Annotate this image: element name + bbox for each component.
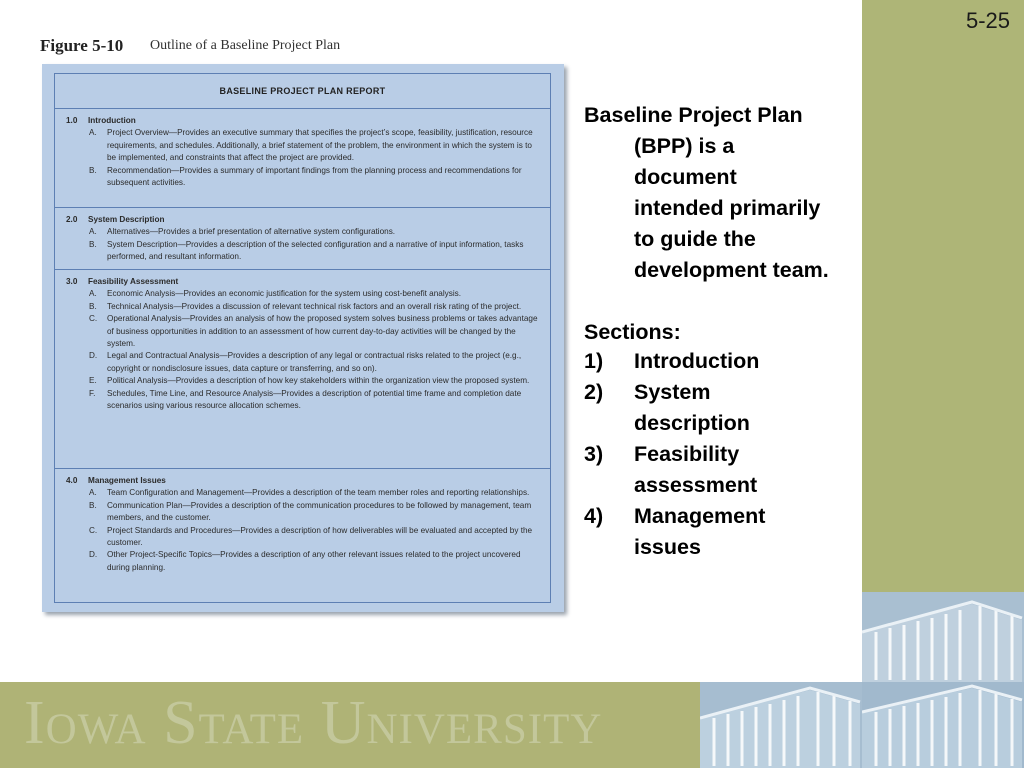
sections-list-item bbox=[584, 439, 860, 501]
list-number: 1) bbox=[584, 349, 604, 373]
report-section-management-issues bbox=[55, 469, 550, 578]
section-item bbox=[66, 388, 540, 413]
section-item bbox=[66, 549, 540, 574]
item-text: Recommendation—Provides a summary of important findings from the planning process and recommendations for subsequent activities. bbox=[107, 165, 522, 188]
building-image-icon bbox=[862, 682, 1024, 768]
section-item bbox=[66, 487, 540, 499]
item-letter: A. bbox=[89, 128, 97, 138]
item-text: Technical Analysis—Provides a discussion of relevant technical risk factors and an overall risk rating of the project. bbox=[107, 301, 522, 311]
section-heading bbox=[66, 214, 540, 226]
report-section-introduction bbox=[55, 109, 550, 208]
section-number: 1.0 bbox=[66, 116, 78, 125]
section-number: 2.0 bbox=[66, 215, 78, 224]
university-logo-text: Iowa State University bbox=[24, 689, 603, 757]
section-title: Introduction bbox=[88, 116, 136, 125]
bpp-line: Baseline Project Plan bbox=[584, 103, 803, 127]
report-section-feasibility-assessment bbox=[55, 270, 550, 469]
section-item bbox=[66, 313, 540, 350]
bpp-line: intended primarily bbox=[634, 196, 821, 220]
list-number: 2) bbox=[584, 380, 604, 404]
list-text: description bbox=[634, 411, 750, 435]
section-title: Feasibility Assessment bbox=[88, 277, 179, 286]
section-item bbox=[66, 127, 540, 164]
item-letter: B. bbox=[89, 500, 97, 510]
item-letter: C. bbox=[89, 525, 98, 535]
item-text: Economic Analysis—Provides an economic justification for the system using cost-benefit analysis. bbox=[107, 289, 462, 299]
section-item bbox=[66, 165, 540, 190]
item-letter: C. bbox=[89, 314, 98, 324]
item-letter: A. bbox=[89, 488, 97, 498]
report-figure bbox=[42, 64, 564, 612]
list-number: 3) bbox=[584, 442, 604, 466]
bpp-line: document bbox=[634, 165, 737, 189]
list-text: System bbox=[634, 380, 711, 404]
section-title: System Description bbox=[88, 215, 165, 224]
report-section-system-description bbox=[55, 208, 550, 270]
report-title: BASELINE PROJECT PLAN REPORT bbox=[55, 74, 550, 109]
item-text: System Description—Provides a description of the selected configuration and a narrative of input information, tasks performed, and resultant information. bbox=[107, 239, 524, 262]
section-number: 4.0 bbox=[66, 476, 78, 485]
section-item bbox=[66, 301, 540, 313]
section-item bbox=[66, 375, 540, 387]
item-letter: B. bbox=[89, 165, 97, 175]
item-text: Alternatives—Provides a brief presentation of alternative system configurations. bbox=[107, 227, 396, 237]
section-item bbox=[66, 288, 540, 300]
bpp-line: (BPP) is a bbox=[634, 134, 735, 158]
bpp-line: development team. bbox=[634, 258, 829, 282]
section-item bbox=[66, 350, 540, 375]
section-item bbox=[66, 226, 540, 238]
item-letter: E. bbox=[89, 376, 97, 386]
sections-list-item bbox=[584, 501, 860, 563]
item-text: Communication Plan—Provides a description of the communication procedures to be followed by management, team members, and the customer. bbox=[107, 500, 532, 523]
figure-label: Figure 5-10 bbox=[40, 36, 124, 55]
report-frame bbox=[54, 73, 551, 603]
item-text: Legal and Contractual Analysis—Provides a description of any legal or contractual risks related to the project (e.g., copyright or nondisclosure issues, data capture or transferring, and so on). bbox=[107, 351, 522, 373]
item-text: Operational Analysis—Provides an analysis of how the proposed system solves business problems or takes advantage of business opportunities in addition to an assessment of how current day-to-day activities will be changed by the system. bbox=[107, 314, 538, 349]
section-heading bbox=[66, 115, 540, 127]
item-letter: B. bbox=[89, 239, 97, 249]
item-letter: A. bbox=[89, 289, 97, 299]
list-text: issues bbox=[634, 535, 701, 559]
item-letter: D. bbox=[89, 351, 98, 361]
bpp-description bbox=[584, 100, 860, 286]
item-text: Team Configuration and Management—Provides a description of the team member roles and reporting relationships. bbox=[107, 488, 530, 498]
section-title: Management Issues bbox=[88, 476, 166, 485]
sections-list-item bbox=[584, 377, 860, 439]
section-item bbox=[66, 525, 540, 550]
list-number: 4) bbox=[584, 504, 604, 528]
section-heading bbox=[66, 475, 540, 487]
item-text: Other Project-Specific Topics—Provides a description of any other relevant issues related to the project uncovered during planning. bbox=[107, 550, 521, 572]
item-letter: D. bbox=[89, 550, 98, 560]
sections-heading: Sections: bbox=[584, 320, 681, 344]
list-text: Introduction bbox=[634, 349, 760, 373]
section-item bbox=[66, 239, 540, 264]
building-image-icon bbox=[862, 592, 1024, 682]
figure-caption: Outline of a Baseline Project Plan bbox=[150, 38, 341, 53]
item-letter: A. bbox=[89, 227, 97, 237]
item-text: Schedules, Time Line, and Resource Analysis—Provides a description of potential time frame and completion date scenarios using various resource allocation schemes. bbox=[107, 388, 522, 411]
right-decor-band bbox=[862, 0, 1024, 682]
sections-list-item bbox=[584, 346, 860, 377]
building-image-icon bbox=[700, 682, 862, 768]
item-text: Project Standards and Procedures—Provides a description of how deliverables will be evaluated and accepted by the customer. bbox=[107, 525, 533, 548]
sections-list bbox=[584, 346, 860, 563]
list-text: Management bbox=[634, 504, 766, 528]
section-item bbox=[66, 500, 540, 525]
section-number: 3.0 bbox=[66, 277, 78, 286]
list-text: Feasibility bbox=[634, 442, 740, 466]
list-text: assessment bbox=[634, 473, 758, 497]
item-letter: B. bbox=[89, 301, 97, 311]
item-text: Project Overview—Provides an executive summary that specifies the project’s scope, feasibility, justification, resource requirements, and schedules. Additionally, a brief statement of the problem, the environment in which the system is to be implemented, and constraints that affect the project are provided. bbox=[107, 128, 533, 163]
item-letter: F. bbox=[89, 388, 96, 398]
slide-number: 5-25 bbox=[965, 8, 1010, 33]
section-heading bbox=[66, 276, 540, 288]
item-text: Political Analysis—Provides a description of how key stakeholders within the organization view the proposed system. bbox=[107, 376, 530, 386]
bpp-line: to guide the bbox=[634, 227, 756, 251]
